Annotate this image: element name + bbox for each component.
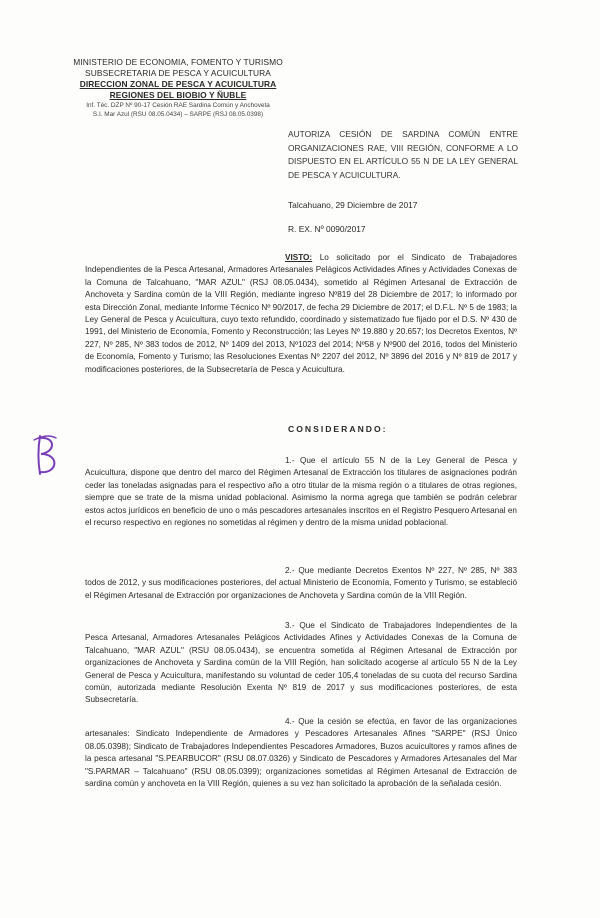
considerando-3-text: 3.- Que el Sindicato de Trabajadores Independientes de la Pesca Artesanal, Armadores Artesanales Pelágicos Actividades Afines y Actividades Conexas de la Comuna de Talcahuano, "MAR AZUL" (RSU 08.05.0434), se encuentra sometida al Régimen Artesanal de Extracción por organizaciones de Anchoveta y Sardina común de la VIII Región, han solicitado acogerse al artículo 55 N de la Ley General de Pesca y Acuicultura, manifestando su voluntad de ceder 105,4 toneladas de su cuota del recurso Sardina común, autorizada mediante Resolución Exenta Nº 819 de 2017 y sus modificaciones posteriores, de esta Subsecretaría. — [85, 621, 517, 705]
reference-line-2: S.I. Mar Azul (RSU 08.05.0434) – SARPE (RSJ 08.05.0398) — [92, 111, 264, 118]
considerando-2 — [85, 565, 517, 602]
resolution-summary: AUTORIZA CESIÓN DE SARDINA COMÚN ENTRE ORGANIZACIONES RAE, VIII REGIÓN, CONFORME A LO DISPUESTO EN EL ARTÍCULO 55 N DE LA LEY GENERAL DE PESCA Y ACUICULTURA. — [288, 129, 518, 180]
resolution-date: Talcahuano, 29 Diciembre de 2017 — [288, 200, 418, 210]
considerando-4-text: 4.- Que la cesión se efectúa, en favor de las organizaciones artesanales: Sindicato Independiente de Armadores y Pescadores Artesanales Afines "SARPE" (RSJ Único 08.05.0398); Sindicato de Trabajadores Independientes Pescadores Armadores, Buzos acuicultores y ramos afines de la pesca artesanal "S.PEARBUCOR" (RSU 08.07.0326) y Sindicato de Pescadores y Armadores Artesanales del Mar "S.PARMAR – Talcahuano" (RSU 08.05.0399); organizaciones sometidas al Régimen Artesanal de Extracción de sardina común y anchoveta en la VIII Región, quienes a su vez han solicitado la aprobación de la señalada cesión. — [85, 717, 517, 789]
visto-text: Lo solicitado por el Sindicato de Trabajadores Independientes de la Pesca Artesanal, Armadores Artesanales Pelágicos Actividades Afines y Actividades Conexas de la Comuna de Talcahuano, "MAR AZUL" (RSJ 08.05.0434), sometido al Régimen Artesanal de Extracción de Anchoveta y Sardina común de la VIII Región, mediante ingreso Nº819 del 28 Diciembre de 2017; lo informado por esta Dirección Zonal, mediante Informe Técnico Nº 90/2017, de fecha 29 Diciembre de 2017; el D.F.L. Nº 5 de 1983; la Ley General de Pesca y Acuicultura, cuyo texto refundido, coordinado y sistematizado fue fijado por el D.S. Nº 430 de 1991, del Ministerio de Economía, Fomento y Reconstrucción; las Leyes Nº 19.880 y 20.657; los Decretos Exentos, Nº 227, Nº 285, Nº 383 todos de 2012, Nº 1409 del 2013, Nº1023 del 2014; Nº58 y Nº900 del 2016, todos del Ministerio de Economía, Fomento y Turismo; las Resoluciones Exentas Nº 2207 del 2012, Nº 3896 del 2016 y Nº 819 de 2017 y modificaciones posteriores, de la Subsecretaría de Pesca y Acuicultura. — [85, 253, 517, 374]
handwritten-b-mark — [26, 430, 66, 480]
considerando-4 — [85, 716, 517, 790]
resolution-number: R. EX. Nº 0090/2017 — [288, 224, 366, 234]
considerando-heading: CONSIDERANDO: — [288, 424, 388, 434]
letterhead — [58, 57, 298, 119]
considerando-1-text: 1.- Que el artículo 55 N de la Ley General de Pesca y Acuicultura, dispone que dentro del marco del Régimen Artesanal de Extracción los titulares de asignaciones podrán ceder las toneladas asignadas para el respectivo año a otro titular de la misma región o a titulares de otras regiones, siempre que se trate de la misma unidad poblacional. Asimismo la norma agrega que también se podrán celebrar estos actos jurídicos en beneficio de uno o más pescadores artesanales inscritos en el Registro Pesquero Artesanal en el recurso respectivo en regiones no sometidas al régimen y dentro de la misma unidad poblacional. — [85, 456, 517, 528]
reference-line-1: Inf. Téc. DZP Nº 90-17 Cesión RAE Sardina Común y Anchoveta — [86, 102, 270, 109]
ministry-line: MINISTERIO DE ECONOMIA, FOMENTO Y TURISMO — [73, 57, 283, 67]
regions-line: REGIONES DEL BIOBIO Y ÑUBLE — [109, 90, 247, 100]
zonal-direction-line: DIRECCION ZONAL DE PESCA Y ACUICULTURA — [79, 79, 277, 89]
considerando-2-text: 2.- Que mediante Decretos Exentos Nº 227, Nº 285, Nº 383 todos de 2012, y sus modificaciones posteriores, del actual Ministerio de Economía, Fomento y Turismo, se estableció el Régimen Artesanal de Extracción por organizaciones de Anchoveta y Sardina común de la VIII Región. — [85, 566, 517, 600]
subsecretary-line: SUBSECRETARIA DE PESCA Y ACUICULTURA — [85, 68, 271, 78]
visto-label: VISTO: — [285, 253, 313, 262]
visto-paragraph — [85, 252, 517, 376]
considerando-3 — [85, 620, 517, 707]
considerando-1 — [85, 455, 517, 529]
